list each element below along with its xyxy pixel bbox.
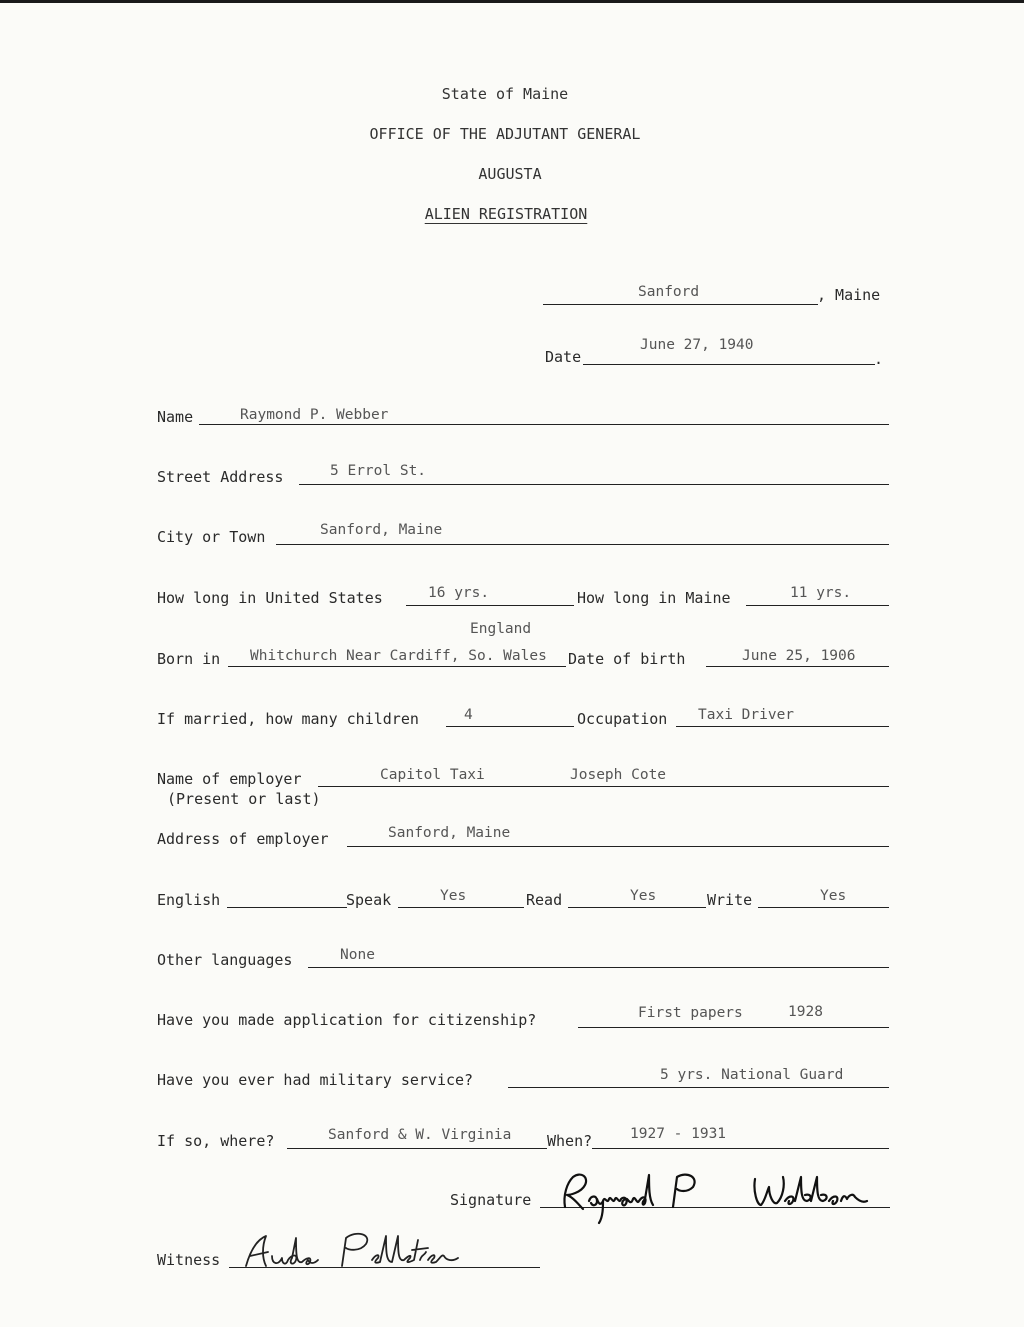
occupation-value: Taxi Driver (698, 707, 795, 723)
citizenship-year: 1928 (788, 1004, 823, 1020)
form-title: ALIEN REGISTRATION (424, 205, 588, 223)
when-value: 1927 - 1931 (630, 1126, 727, 1142)
city-heading: AUGUSTA (478, 165, 542, 183)
employer-sublabel: (Present or last) (167, 790, 321, 808)
occupation-line (676, 726, 889, 727)
dob-value: June 25, 1906 (742, 648, 856, 664)
name-line (199, 424, 889, 425)
occupation-label: Occupation (577, 710, 668, 728)
place-value: Sanford (638, 284, 700, 300)
read-label: Read (526, 891, 563, 909)
city-label: City or Town (157, 528, 266, 546)
how-long-us-label: How long in United States (157, 589, 383, 607)
speak-label: Speak (346, 891, 392, 909)
how-long-maine-label: How long in Maine (577, 589, 731, 607)
military-value: 5 yrs. National Guard (660, 1067, 844, 1083)
when-label: When? (547, 1132, 593, 1150)
how-long-us-line (406, 605, 574, 606)
citizenship-value: First papers (638, 1005, 743, 1021)
children-value: 4 (464, 707, 473, 723)
city-line (276, 544, 889, 545)
employer-label: Name of employer (157, 770, 302, 788)
how-long-maine-line (746, 605, 889, 606)
write-label: Write (707, 891, 753, 909)
other-languages-value: None (340, 947, 375, 963)
name-label: Name (157, 408, 194, 426)
write-line (758, 907, 889, 908)
children-line (446, 726, 574, 727)
where-line (287, 1148, 547, 1149)
date-end: . (874, 350, 884, 368)
employer-value: Capitol Taxi (380, 767, 485, 783)
read-value: Yes (630, 888, 657, 904)
citizenship-line (578, 1027, 889, 1028)
speak-value: Yes (440, 888, 467, 904)
born-in-annotation: England (470, 621, 532, 637)
place-suffix: , Maine (817, 286, 881, 304)
employer-address-label: Address of employer (157, 830, 329, 848)
city-value: Sanford, Maine (320, 522, 443, 538)
place-line (543, 304, 818, 305)
date-line (583, 364, 875, 365)
other-languages-label: Other languages (157, 951, 293, 969)
witness-signature-image (232, 1222, 522, 1276)
other-languages-line (308, 967, 889, 968)
children-label: If married, how many children (157, 710, 419, 728)
speak-line (398, 907, 524, 908)
employer-line (318, 786, 889, 787)
where-value: Sanford & W. Virginia (328, 1127, 512, 1143)
english-line (227, 907, 347, 908)
employer-address-value: Sanford, Maine (388, 825, 511, 841)
dob-label: Date of birth (568, 650, 686, 668)
military-label: Have you ever had military service? (157, 1071, 474, 1089)
street-value: 5 Errol St. (330, 463, 427, 479)
when-line (592, 1148, 889, 1149)
state-heading: State of Maine (441, 85, 569, 103)
born-in-label: Born in (157, 650, 221, 668)
witness-label: Witness (157, 1251, 221, 1269)
born-in-value: Whitchurch Near Cardiff, So. Wales (250, 648, 547, 664)
date-value: June 27, 1940 (640, 337, 754, 353)
write-value: Yes (820, 888, 847, 904)
name-value: Raymond P. Webber (240, 407, 389, 423)
english-label: English (157, 891, 221, 909)
office-heading: OFFICE OF THE ADJUTANT GENERAL (369, 125, 641, 143)
street-line (299, 484, 889, 485)
how-long-maine-value: 11 yrs. (790, 585, 852, 601)
signature-label: Signature (450, 1191, 532, 1209)
signature-image (545, 1165, 895, 1225)
street-label: Street Address (157, 468, 284, 486)
employer-owner-value: Joseph Cote (570, 767, 667, 783)
where-label: If so, where? (157, 1132, 275, 1150)
how-long-us-value: 16 yrs. (428, 585, 490, 601)
employer-address-line (347, 846, 889, 847)
born-in-line (228, 666, 566, 667)
dob-line (706, 666, 889, 667)
date-label: Date (545, 348, 582, 366)
military-line (508, 1087, 889, 1088)
read-line (568, 907, 706, 908)
citizenship-label: Have you made application for citizenship? (157, 1011, 537, 1029)
